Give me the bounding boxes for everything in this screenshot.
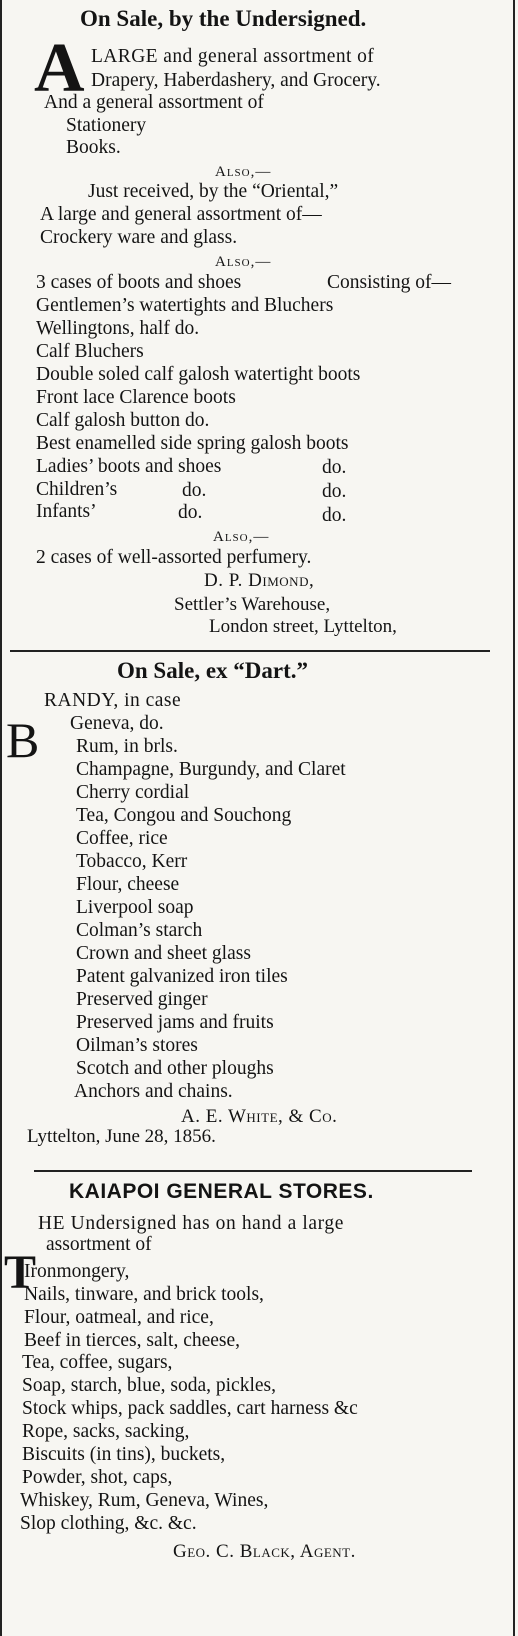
- list-item: Powder, shot, caps,: [22, 1467, 173, 1488]
- list-item: Colman’s starch: [76, 920, 203, 941]
- list-item: Flour, cheese: [76, 874, 180, 895]
- advert-title: KAIAPOI GENERAL STORES.: [69, 1180, 374, 1203]
- list-item: Rope, sacks, sacking,: [22, 1421, 190, 1442]
- list-item: Geneva, do.: [70, 713, 164, 734]
- list-item: Flour, oatmeal, and rice,: [24, 1307, 214, 1328]
- signature-name: A. E. White, & Co.: [181, 1106, 338, 1127]
- separator-rule: [10, 650, 490, 652]
- lead-line: assortment of: [46, 1234, 152, 1255]
- list-item: Preserved jams and fruits: [76, 1012, 274, 1033]
- also-heading: Also,—: [215, 164, 272, 180]
- text-line: Crockery ware and glass.: [40, 227, 238, 248]
- ditto-mark: do.: [322, 481, 347, 502]
- drop-cap: A: [34, 30, 85, 107]
- list-item: Front lace Clarence boots: [36, 387, 236, 408]
- ditto-mark: do.: [322, 505, 347, 526]
- list-item: Tea, Congou and Souchong: [76, 805, 292, 826]
- list-item: Patent galvanized iron tiles: [76, 966, 288, 987]
- list-item: Oilman’s stores: [76, 1035, 198, 1056]
- list-item: Best enamelled side spring galosh boots: [36, 433, 349, 454]
- drop-cap: B: [6, 712, 40, 768]
- list-item: Calf galosh button do.: [36, 410, 210, 431]
- list-item: Anchors and chains.: [74, 1081, 233, 1102]
- ditto-mark: do.: [182, 480, 207, 501]
- signature-date: Lyttelton, June 28, 1856.: [27, 1126, 216, 1147]
- list-item: Cherry cordial: [76, 782, 190, 803]
- list-item: Crown and sheet glass: [76, 943, 251, 964]
- list-item: Calf Bluchers: [36, 341, 144, 362]
- list-item: Scotch and other ploughs: [76, 1058, 274, 1079]
- also-heading: Also,—: [215, 254, 272, 270]
- list-item: RANDY, in case: [44, 690, 182, 711]
- text-line: And a general assortment of: [44, 92, 264, 113]
- list-item: Soap, starch, blue, soda, pickles,: [22, 1375, 276, 1396]
- signature-place: Settler’s Warehouse,: [174, 594, 331, 615]
- list-item: Whiskey, Rum, Geneva, Wines,: [20, 1490, 269, 1511]
- list-item: Ladies’ boots and shoes: [36, 456, 222, 477]
- ditto-mark: do.: [322, 457, 347, 478]
- list-item: Liverpool soap: [76, 897, 194, 918]
- list-item: Coffee, rice: [76, 828, 168, 849]
- signature-name: D. P. Dimond,: [204, 570, 315, 591]
- list-item: Wellingtons, half do.: [36, 318, 200, 339]
- list-item: Gentlemen’s watertights and Bluchers: [36, 295, 334, 316]
- list-item: Beef in tierces, salt, cheese,: [24, 1330, 241, 1351]
- text-line: 3 cases of boots and shoes: [36, 272, 242, 293]
- signature-place: London street, Lyttelton,: [209, 616, 397, 637]
- list-item: Tea, coffee, sugars,: [22, 1352, 173, 1373]
- list-item: Nails, tinware, and brick tools,: [24, 1284, 264, 1305]
- left-column-rule: [0, 0, 2, 1636]
- lead-line: LARGE and general assortment of: [91, 46, 375, 67]
- list-item: Stock whips, pack saddles, cart harness &c: [22, 1398, 358, 1419]
- list-item: Preserved ginger: [76, 989, 208, 1010]
- advert-title: On Sale, by the Undersigned.: [80, 6, 367, 31]
- list-item: Champagne, Burgundy, and Claret: [76, 759, 346, 780]
- text-line: Just received, by the “Oriental,”: [88, 181, 339, 202]
- list-item: Slop clothing, &c. &c.: [20, 1513, 197, 1534]
- list-item: Rum, in brls.: [76, 736, 178, 757]
- text-line: Stationery: [66, 115, 147, 136]
- drop-cap: T: [4, 1246, 37, 1299]
- advert-title: On Sale, ex “Dart.”: [117, 658, 309, 683]
- text-line: 2 cases of well-assorted perfumery.: [36, 547, 312, 568]
- also-heading: Also,—: [213, 529, 270, 545]
- text-line: Consisting of—: [327, 272, 452, 293]
- right-column-rule: [513, 0, 515, 1636]
- list-item: Biscuits (in tins), buckets,: [22, 1444, 226, 1465]
- lead-line: Drapery, Haberdashery, and Grocery.: [91, 70, 381, 91]
- list-item: Ironmongery,: [24, 1261, 130, 1282]
- lead-line: HE Undersigned has on hand a large: [38, 1213, 344, 1234]
- ditto-mark: do.: [178, 502, 203, 523]
- list-item: Children’s: [36, 479, 118, 500]
- list-item: Infants’: [36, 501, 97, 522]
- signature-name: Geo. C. Black, Agent.: [173, 1541, 356, 1562]
- text-line: A large and general assortment of—: [40, 204, 322, 225]
- text-line: Books.: [66, 137, 121, 158]
- list-item: Tobacco, Kerr: [76, 851, 188, 872]
- list-item: Double soled calf galosh watertight boots: [36, 364, 361, 385]
- separator-rule: [34, 1170, 472, 1172]
